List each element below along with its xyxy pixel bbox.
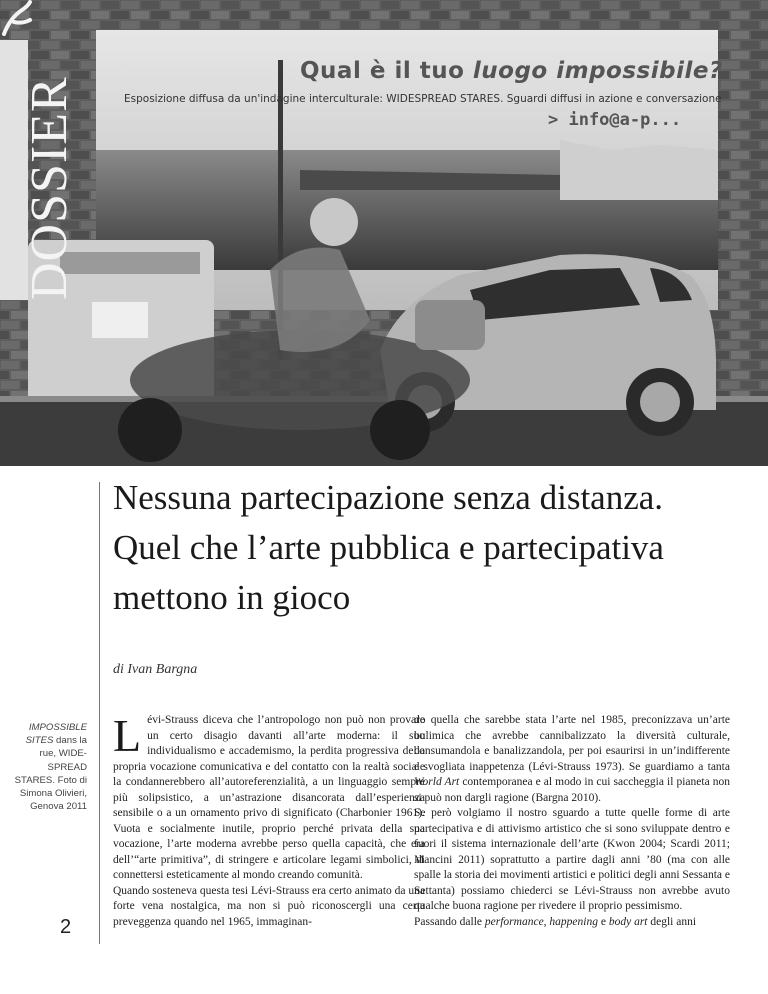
dossier-logo-icon — [0, 0, 34, 40]
page-number: 2 — [60, 916, 72, 938]
body-column-1 — [113, 710, 425, 930]
photo-caption: IMPOSSIBLE SITES dans la rue, WIDE-SPREAD STARES. Foto di Simona Olivieri, Genova 2011 — [14, 722, 87, 813]
body-column-2 — [414, 713, 730, 930]
paragraph: do quella che sarebbe stata l’arte nel 1985, preconizzava un’arte bulimica che avrebbe cannibalizzato la diversità culturale, consumandola e banalizzandola, per poi esaurirsi in un’indifferente e svogliata inappetenza (Lévi-Strauss 1973). Se guardiamo a tanta World Art contemporanea e al modo in cui saccheggia il pianeta non si può non dargli ragione (Bargna 2010). — [414, 714, 730, 804]
poster-contact: > info@a-p... — [548, 110, 682, 130]
article-byline: di Ivan Bargna — [113, 662, 198, 677]
section-label: DOSSIER — [21, 76, 78, 300]
poster-title: Qual è il tuo luogo impossibile? — [300, 58, 723, 84]
paragraph: Passando dalle performance, happening e body art degli anni — [414, 915, 697, 928]
column-rule — [99, 482, 100, 944]
poster-subtitle: Esposizione diffusa da un'indagine interculturale: WIDESPREAD STARES. Sguardi diffusi in azione e conversazione — [124, 93, 722, 105]
cover-photo — [0, 0, 768, 466]
paragraph: Se però volgiamo il nostro sguardo a tutte quelle forme di arte partecipativa e di attivismo artistico che si sono sviluppate dentro e fuori il sistema internazionale dell’arte (Kwon 2004; Scardi 2011; Mancini 2011) soprattutto a partire dagli anni ’80 (ma con alle spalle la storia dei movimenti artistici e politici degli anni Sessanta e Settanta) possiamo chiederci se Lévi-Strauss non avrebbe avuto qualche buona ragione per rivedere il proprio pessimismo. — [414, 807, 730, 912]
paragraph: Quando sosteneva questa tesi Lévi-Strauss era certo animato da una forte vena nostalgica, ma non si può riconoscergli una certa preveggenza quando nel 1965, immaginan- — [113, 884, 425, 928]
paragraph: Lévi-Strauss diceva che l’antropologo non può non provare un certo disagio davanti all’arte moderna: il suo individualismo e accademismo, la perdita progressiva della propria vocazione comunicativa e del contatto con la realtà sociale la condannerebbero all’autoreferenzialità, a un linguaggio sempre più solipsistico, a un’astrazione disancorata dall’esperienza sensibile o a un ornamento privo di significato (Charbonier 1961). Vuota e socialmente inutile, proprio perché privata della sua vocazione, l’arte moderna avrebbe perso quella capacità, che era dell’“arte primitiva”, di stringere e articolare legami simbolici, di connettersi esteticamente al mondo creando comunità. — [113, 710, 425, 881]
drop-cap: L — [113, 710, 142, 761]
article-title: Nessuna partecipazione senza distanza. Quel che l’arte pubblica e partecipativa mettono in gioco — [113, 478, 664, 617]
